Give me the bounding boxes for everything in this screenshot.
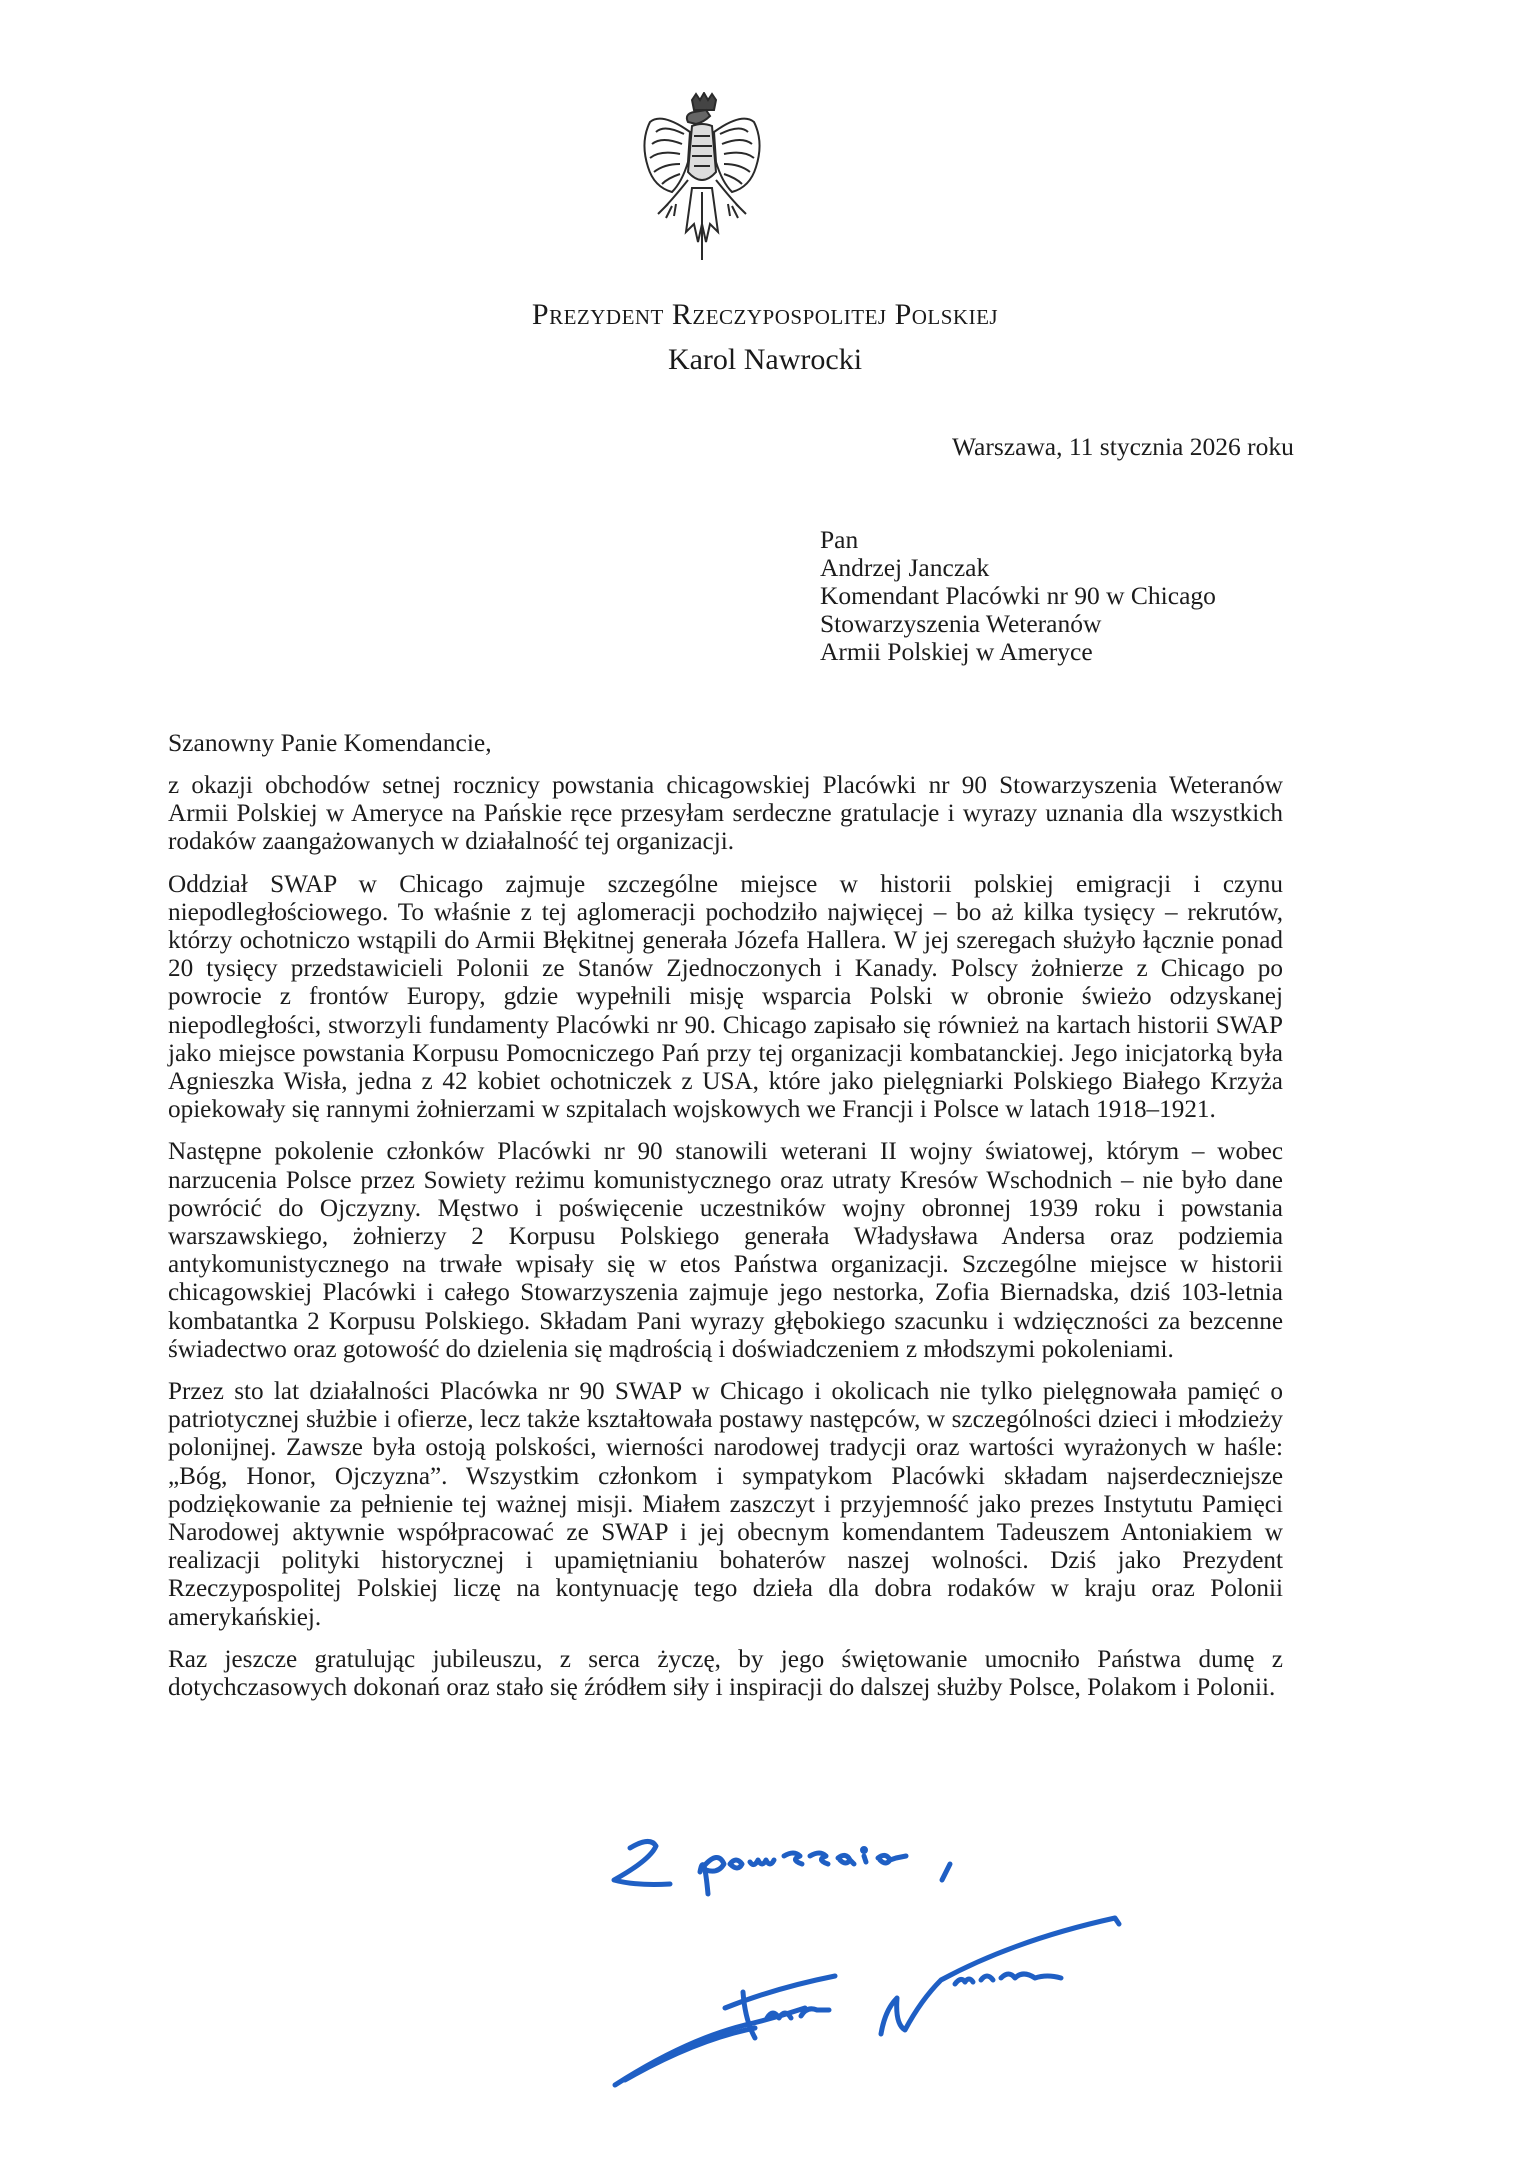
recipient-line: Pan (820, 525, 859, 554)
signature-icon (595, 1900, 1255, 2100)
salutation: Szanowny Panie Komendancie, (168, 728, 492, 757)
paragraph: Przez sto lat działalności Placówka nr 90 SWAP w Chicago i okolicach nie tylko pielęgnowała pamięć o patriotycznej służbie i ofierze, lecz także kształtowała postawy następców, w szczególności dzieci i młodzieży polonijnej. Zawsze była ostoją polskości, wierności narodowej tradycji oraz wartości wyrażonych w haśle: „Bóg, Honor, Ojczyzna”. Wszystkim członkom i sympatykom Placówki składam najserdeczniejsze podziękowanie za pełnienie tej ważnej misji. Miałem zaszczyt i przyjemność jako prezes Instytutu Pamięci Narodowej aktywnie współpracować ze SWAP i jej obecnym komendantem Tadeuszem Antoniakiem w realizacji polityki historycznej i upamiętnianiu bohaterów naszej wolności. Dziś jako Prezydent Rzeczypospolitej Polskiej liczę na kontynuację tego dzieła dla dobra rodaków w kraju oraz Polonii amerykańskiej. (168, 1378, 1283, 1631)
paragraph: Raz jeszcze gratulując jubileuszu, z serca życzę, by jego świętowanie umocniło Państwa dumę z dotychczasowych dokonań oraz stało się źródłem siły i inspiracji do dalszej służby Polsce, Polakom i Polonii. (168, 1645, 1283, 1702)
recipient-line: Armii Polskiej w Ameryce (820, 637, 1093, 666)
recipient-line: Andrzej Janczak (820, 553, 990, 582)
polish-eagle-emblem-icon (632, 92, 772, 267)
recipient-address (820, 526, 1216, 666)
paragraph: Oddział SWAP w Chicago zajmuje szczególne miejsce w historii polskiej emigracji i czynu niepodległościowego. To właśnie z tej aglomeracji pochodziło najwięcej – bo aż kilka tysięcy – rekrutów, którzy ochotniczo wstąpili do Armii Błękitnej generała Józefa Hallera. W jej szeregach służyło łącznie ponad 20 tysięcy przedstawicieli Polonii ze Stanów Zjednoczonych i Kanady. Polscy żołnierze z Chicago po powrocie z frontów Europy, gdzie wypełnili misję wsparcia Polski w obronie świeżo odzyskanej niepodległości, stworzyli fundamenty Placówki nr 90. Chicago zapisało się również na kartach historii SWAP jako miejsce powstania Korpusu Pomocniczego Pań przy tej organizacji kombatanckiej. Jego inicjatorką była Agnieszka Wisła, jedna z 42 kobiet ochotniczek z USA, które jako pielęgniarki Polskiego Białego Krzyża opiekowały się rannymi żołnierzami w szpitalach wojskowych we Francji i Polsce w latach 1918–1921. (168, 870, 1283, 1124)
president-name: Karol Nawrocki (667, 343, 863, 376)
letter-body (168, 772, 1283, 1716)
paragraph: z okazji obchodów setnej rocznicy powstania chicagowskiej Placówki nr 90 Stowarzyszenia Weteranów Armii Polskiej w Ameryce na Pańskie ręce przesyłam serdeczne gratulacje i wyrazy uznania dla wszystkich rodaków zaangażowanych w działalność tej organizacji. (168, 772, 1283, 856)
paragraph: Następne pokolenie członków Placówki nr 90 stanowili weterani II wojny światowej, którym – wobec narzucenia Polsce przez Sowiety reżimu komunistycznego oraz utraty Kresów Wschodnich – nie było dane powrócić do Ojczyzny. Męstwo i poświęcenie uczestników wojny obronnej 1939 roku i powstania warszawskiego, żołnierzy 2 Korpusu Polskiego generała Władysława Andersa oraz podziemia antykomunistycznego na trwałe wpisały się w etos Państwa organizacji. Szczególne miejsce w historii chicagowskiej Placówki i całego Stowarzyszenia zajmuje jego nestorka, Zofia Biernadska, dziś 103-letnia kombatantka 2 Korpusu Polskiego. Składam Pani wyrazy głębokiego szacunku i wdzięczności za bezcenne świadectwo oraz gotowość do dzielenia się mądrością i doświadczeniem z młodszymi pokoleniami. (168, 1138, 1283, 1363)
handwritten-closing-icon (600, 1820, 1060, 1910)
office-title: Prezydent Rzeczypospolitej Polskiej (531, 298, 999, 331)
recipient-line: Stowarzyszenia Weteranów (820, 609, 1102, 638)
recipient-line: Komendant Placówki nr 90 w Chicago (820, 581, 1216, 610)
date-line: Warszawa, 11 stycznia 2026 roku (952, 432, 1294, 461)
